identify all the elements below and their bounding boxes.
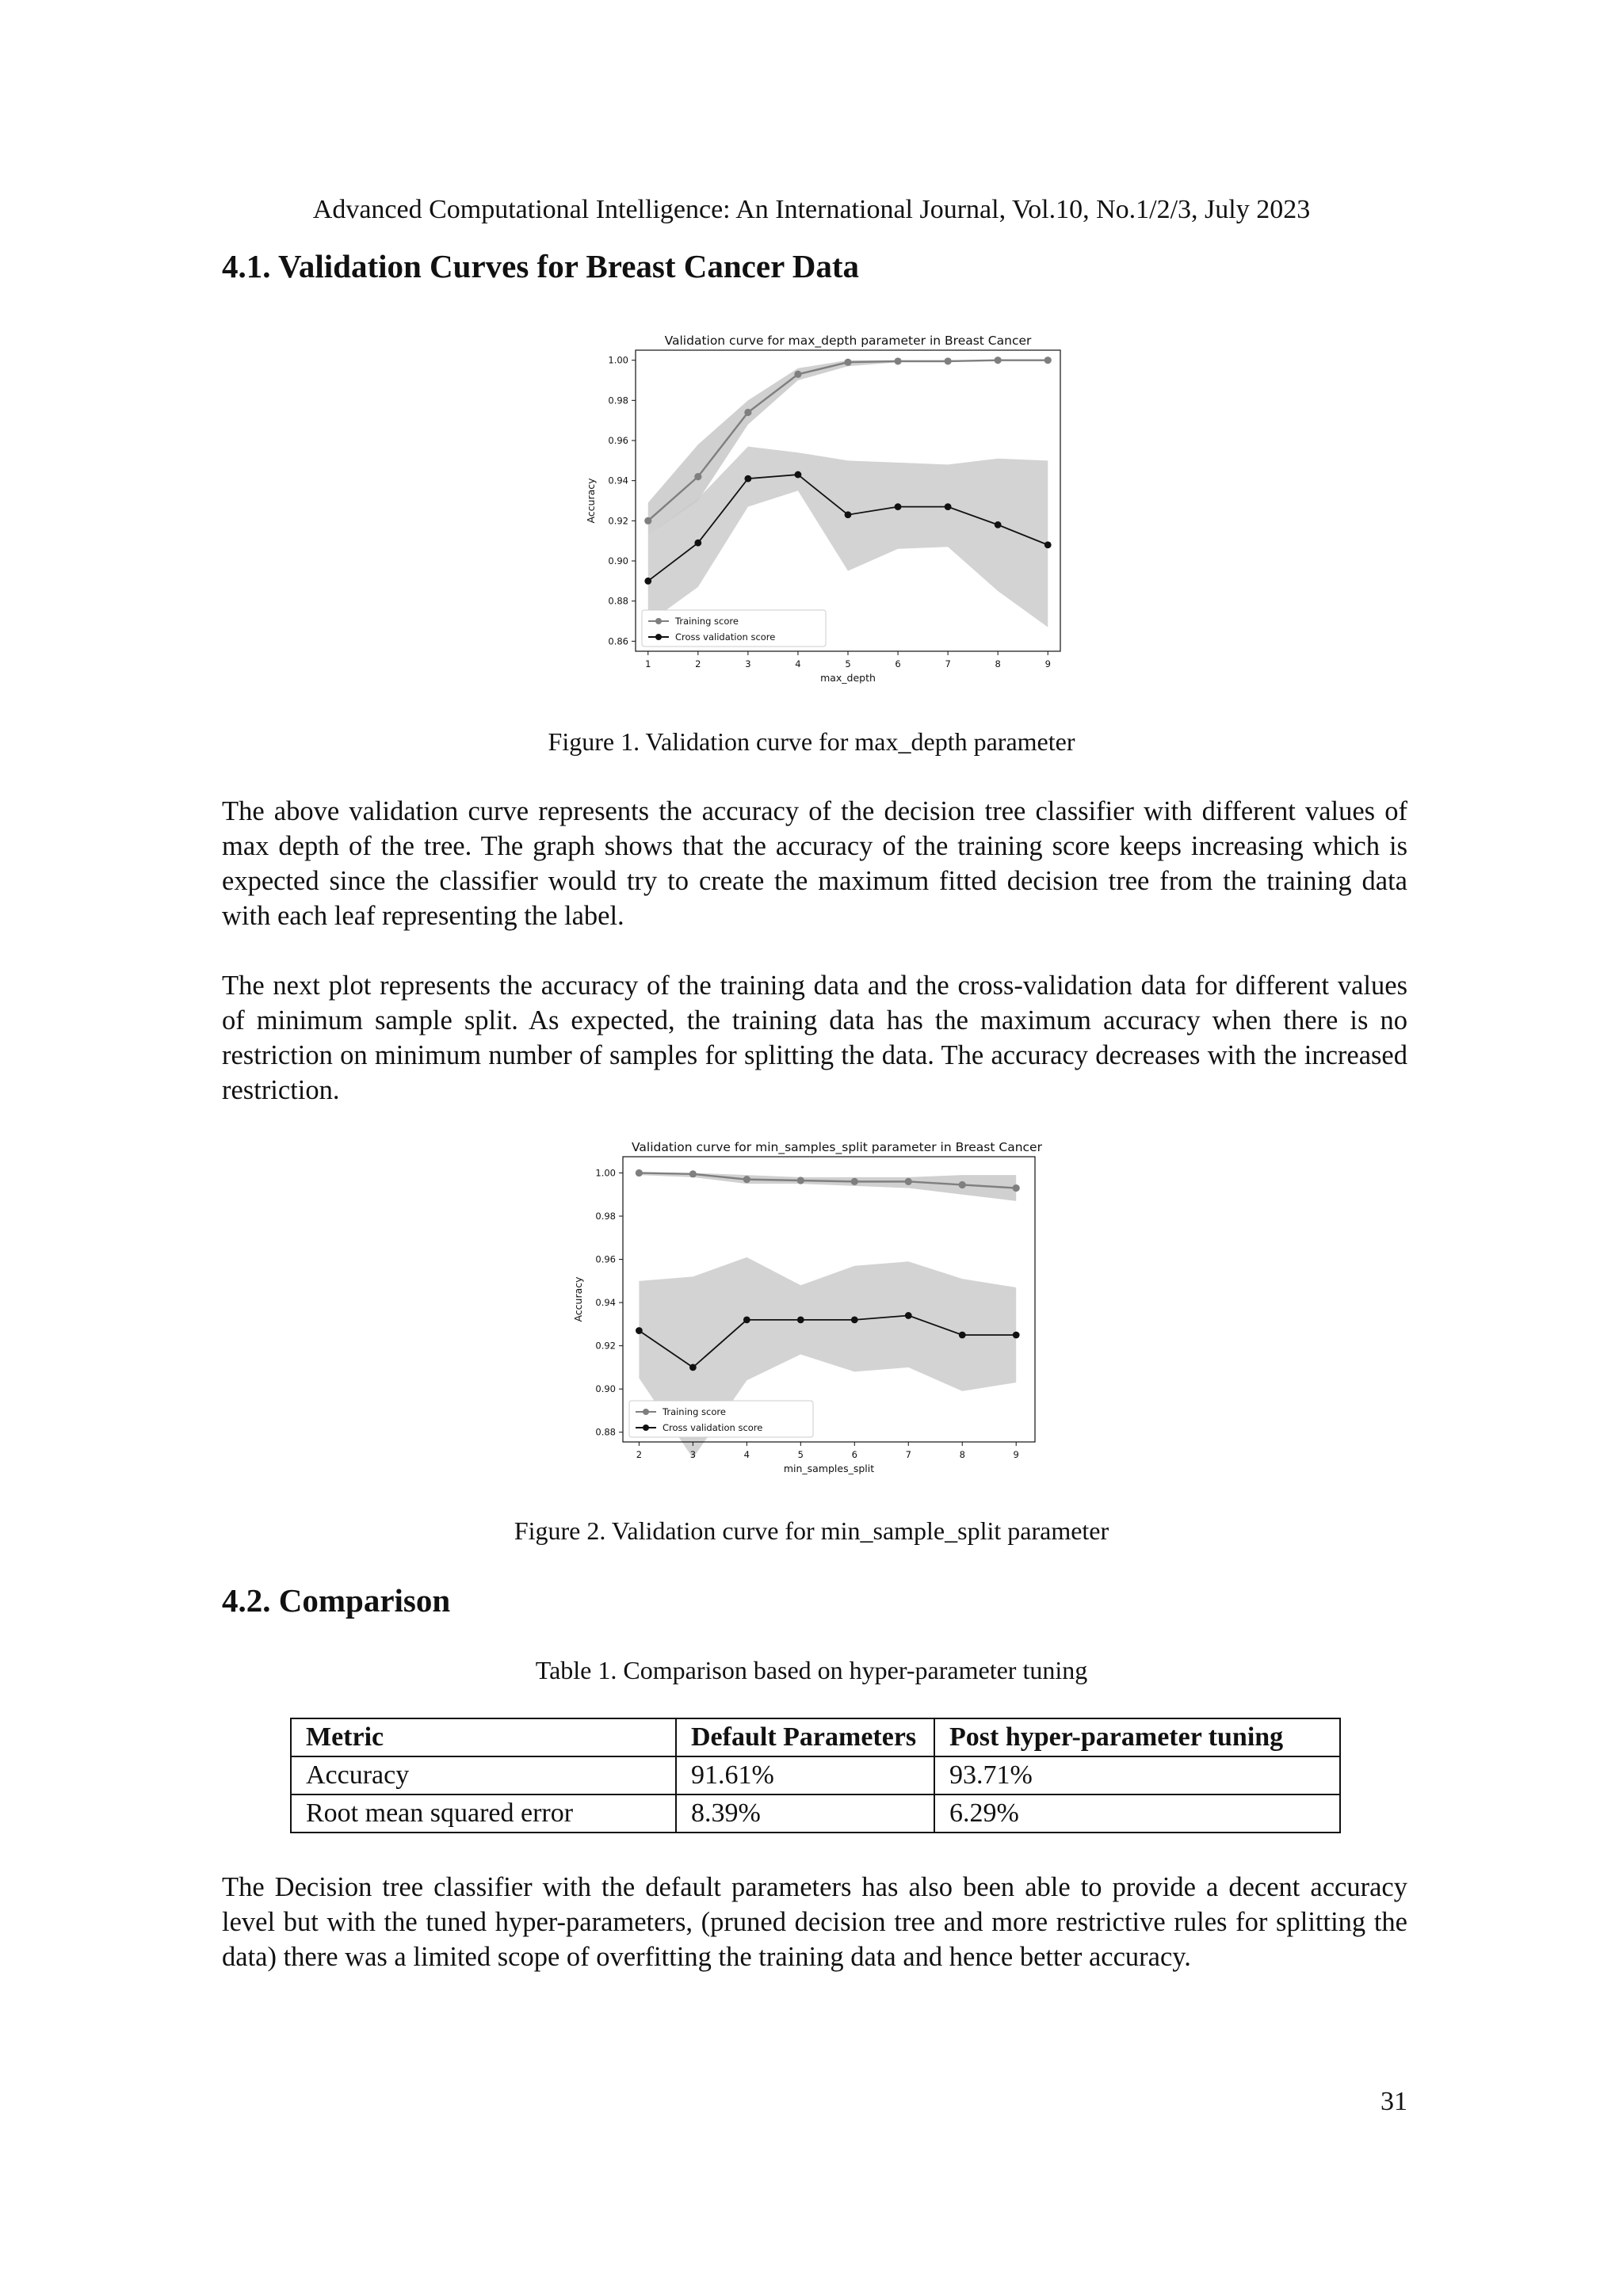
legend-label: Cross validation score xyxy=(663,1422,763,1433)
section-heading-4-1: 4.1. Validation Curves for Breast Cancer Data xyxy=(222,248,860,284)
data-point-cv xyxy=(945,503,952,510)
legend-marker xyxy=(655,634,662,640)
legend-label: Training score xyxy=(675,616,739,627)
table-header-metric: Metric xyxy=(291,1718,676,1756)
table-cell: 93.71% xyxy=(934,1756,1340,1794)
data-point-training xyxy=(1013,1184,1020,1192)
table-header-default: Default Parameters xyxy=(676,1718,934,1756)
legend-marker xyxy=(643,1425,649,1431)
paragraph-2: The next plot represents the accuracy of the training data and the cross-validation data for different values of minimum sample split. As expected, the training data has the maximum accuracy when there is no restriction on minimum number of samples for splitting the data. The accuracy decreases with the increased restriction. xyxy=(222,971,1407,1105)
data-point-cv xyxy=(959,1332,966,1339)
y-tick-label: 1.00 xyxy=(595,1167,616,1179)
data-point-training xyxy=(945,357,952,364)
y-tick-label: 0.98 xyxy=(595,1211,616,1222)
y-tick-label: 0.90 xyxy=(595,1383,616,1395)
y-tick-label: 1.00 xyxy=(608,354,628,366)
page-number: 31 xyxy=(1381,2087,1407,2116)
legend-marker xyxy=(655,618,662,624)
figure-1-caption: Figure 1. Validation curve for max_depth parameter xyxy=(548,727,1075,756)
y-tick-label: 0.88 xyxy=(608,595,628,607)
x-tick-label: 9 xyxy=(1013,1449,1019,1460)
data-point-cv xyxy=(689,1364,697,1371)
table-header-row xyxy=(291,1718,1340,1756)
y-axis-label: Accuracy xyxy=(585,478,597,524)
chart-title: Validation curve for min_samples_split parameter in Breast Cancer xyxy=(632,1140,1042,1154)
figure-2-caption: Figure 2. Validation curve for min_sample_split parameter xyxy=(514,1516,1109,1545)
legend-label: Cross validation score xyxy=(675,631,776,643)
data-point-training xyxy=(636,1169,643,1177)
data-point-cv xyxy=(895,503,902,510)
table-cell: Root mean squared error xyxy=(291,1794,676,1833)
chart-max-depth xyxy=(569,330,1076,696)
data-point-cv xyxy=(744,475,751,482)
chart-title: Validation curve for max_depth parameter in Breast Cancer xyxy=(664,334,1032,348)
x-tick-label: 4 xyxy=(743,1449,750,1460)
x-tick-label: 8 xyxy=(995,658,1001,669)
legend-label: Training score xyxy=(663,1406,726,1417)
table-cell: 91.61% xyxy=(676,1756,934,1794)
table-cell: 8.39% xyxy=(676,1794,934,1833)
y-tick-label: 0.96 xyxy=(608,435,628,446)
chart-min-samples-split xyxy=(559,1136,1083,1491)
y-tick-label: 0.94 xyxy=(595,1297,616,1309)
x-axis-label: max_depth xyxy=(820,672,876,684)
x-tick-label: 6 xyxy=(851,1449,857,1460)
data-point-cv xyxy=(905,1312,912,1319)
x-tick-label: 5 xyxy=(797,1449,804,1460)
x-tick-label: 5 xyxy=(845,658,851,669)
comparison-table xyxy=(290,1718,1341,1833)
x-tick-label: 2 xyxy=(636,1449,643,1460)
x-tick-label: 2 xyxy=(695,658,701,669)
data-point-cv xyxy=(1013,1332,1020,1339)
table-cell: 6.29% xyxy=(934,1794,1340,1833)
data-point-training xyxy=(851,1178,858,1185)
x-tick-label: 3 xyxy=(689,1449,697,1460)
data-point-cv xyxy=(851,1317,858,1324)
data-point-cv xyxy=(795,471,802,479)
x-tick-label: 6 xyxy=(895,658,901,669)
data-point-cv xyxy=(1044,541,1052,548)
data-point-training xyxy=(844,359,851,366)
data-point-training xyxy=(743,1176,750,1183)
data-point-training xyxy=(905,1178,912,1185)
paragraph-3: The Decision tree classifier with the default parameters has also been able to provide a decent accuracy level but with the tuned hyper-parameters, (pruned decision tree and more restrictive rules for splitting the data) there was a limited scope of overfitting the training data and hence better accuracy. xyxy=(222,1872,1407,1972)
y-tick-label: 0.96 xyxy=(595,1253,616,1265)
journal-header: Advanced Computational Intelligence: An International Journal, Vol.10, No.1/2/3, July 2023 xyxy=(312,195,1311,224)
paragraph-1: The above validation curve represents the accuracy of the decision tree classifier with different values of max depth of the tree. The graph shows that the accuracy of the training score keeps increasing which is expected since the classifier would try to create the maximum fitted decision tree from the training data with each leaf representing the label. xyxy=(222,796,1407,931)
data-point-training xyxy=(689,1170,697,1177)
data-point-cv xyxy=(743,1317,750,1324)
data-point-training xyxy=(894,357,901,364)
x-tick-label: 1 xyxy=(645,658,651,669)
data-point-training xyxy=(1044,357,1052,364)
x-tick-label: 8 xyxy=(959,1449,965,1460)
data-point-training xyxy=(794,371,801,378)
x-axis-label: min_samples_split xyxy=(783,1463,875,1474)
y-axis-label: Accuracy xyxy=(572,1276,584,1322)
y-tick-label: 0.86 xyxy=(608,635,628,647)
x-tick-label: 4 xyxy=(795,658,801,669)
y-tick-label: 0.92 xyxy=(595,1340,616,1352)
data-point-training xyxy=(744,409,751,416)
data-point-cv xyxy=(694,540,701,547)
table-cell: Accuracy xyxy=(291,1756,676,1794)
section-heading-4-2: 4.2. Comparison xyxy=(222,1582,451,1619)
data-point-cv xyxy=(644,578,651,585)
y-tick-label: 0.90 xyxy=(608,555,628,566)
data-point-training xyxy=(644,517,651,524)
data-point-training xyxy=(694,473,701,480)
data-point-cv xyxy=(636,1327,643,1334)
y-tick-label: 0.94 xyxy=(608,475,628,486)
table-1-caption: Table 1. Comparison based on hyper-parameter tuning xyxy=(535,1656,1088,1684)
data-point-cv xyxy=(797,1317,804,1324)
table-row xyxy=(291,1794,1340,1833)
data-point-training xyxy=(995,357,1002,364)
data-point-training xyxy=(797,1177,804,1184)
table-row xyxy=(291,1756,1340,1794)
y-tick-label: 0.88 xyxy=(595,1426,616,1438)
x-tick-label: 7 xyxy=(945,658,951,669)
data-point-cv xyxy=(995,521,1002,528)
data-point-training xyxy=(959,1181,966,1188)
x-tick-label: 9 xyxy=(1044,658,1051,669)
table-header-tuned: Post hyper-parameter tuning xyxy=(934,1718,1340,1756)
x-tick-label: 7 xyxy=(905,1449,911,1460)
x-tick-label: 3 xyxy=(745,658,751,669)
legend-marker xyxy=(643,1409,649,1415)
y-tick-label: 0.98 xyxy=(608,395,628,406)
data-point-cv xyxy=(845,511,852,518)
y-tick-label: 0.92 xyxy=(608,515,628,527)
